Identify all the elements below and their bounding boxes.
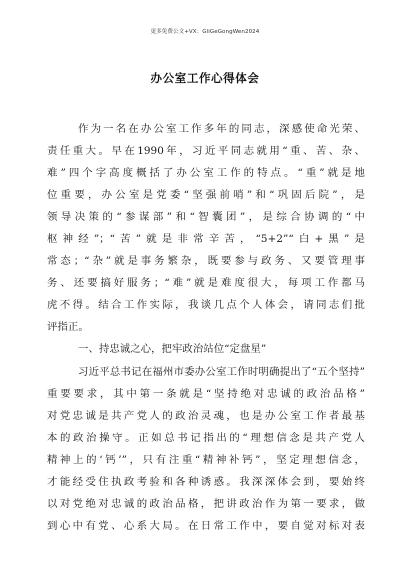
text-line: 对党忠诚是共产党人的政治灵魂，也是办公室工作者最基	[47, 409, 365, 422]
text-line: 作为一名在办公室工作多年的同志，深感使命光荣、	[78, 123, 365, 135]
text-line: 常态；“杂”就是事务繁杂，既要参与政务、又要管理事	[47, 255, 365, 268]
text-line: 领导决策的“参谋部”和“智囊团”，是综合协调的“中	[47, 211, 365, 224]
text-line: 重要要求，其中第一条就是“坚持绝对忠诚的政治品格”	[47, 387, 365, 400]
header-note: 更多免费公文+VX：GliGeGongWen2024	[150, 29, 260, 35]
text-line: 习近平总书记在福州市委办公室工作时明确提出了“五个坚持”	[78, 365, 365, 378]
text-line: 难”四个字高度概括了办公室工作的特点。“重”就是地	[47, 167, 365, 180]
text-line: 位重要，办公室是党委“坚强前哨”和“巩固后院”，是	[47, 189, 365, 202]
text-line: 精神上的‘钙’”，只有注重“精神补钙”，坚定理想信念，	[47, 453, 365, 466]
document-body	[47, 118, 365, 537]
document-title: 办公室工作心得体会	[150, 71, 260, 85]
text-line: 本的政治操守。正如总书记指出的“理想信念是共产党人	[47, 431, 365, 444]
text-line: 务、还要搞好服务；“难”就是难度很大，每项工作都马	[47, 277, 365, 290]
text-line: 才能经受住执政考验和各种诱惑。我深深体会到，要始终	[47, 475, 365, 488]
text-line: 枢神经”；“苦”就是非常辛苦，“5+2”“白+黑”是	[47, 233, 365, 246]
text-line: 责任重大。早在1990年，习近平同志就用“重、苦、杂、	[47, 145, 365, 158]
text-line: 到心中有党、心系大局。在日常工作中，要自觉对标对表	[47, 519, 365, 532]
text-line: 虎不得。结合工作实际，我谈几点个人体会，请同志们批	[47, 299, 365, 312]
text-line: 以对党绝对忠诚的政治品格，把讲政治作为第一要求，做	[47, 497, 365, 510]
text-line: 一、持忠诚之心，把牢政治站位“定盘星”	[78, 343, 267, 356]
text-line: 评指正。	[47, 321, 89, 334]
